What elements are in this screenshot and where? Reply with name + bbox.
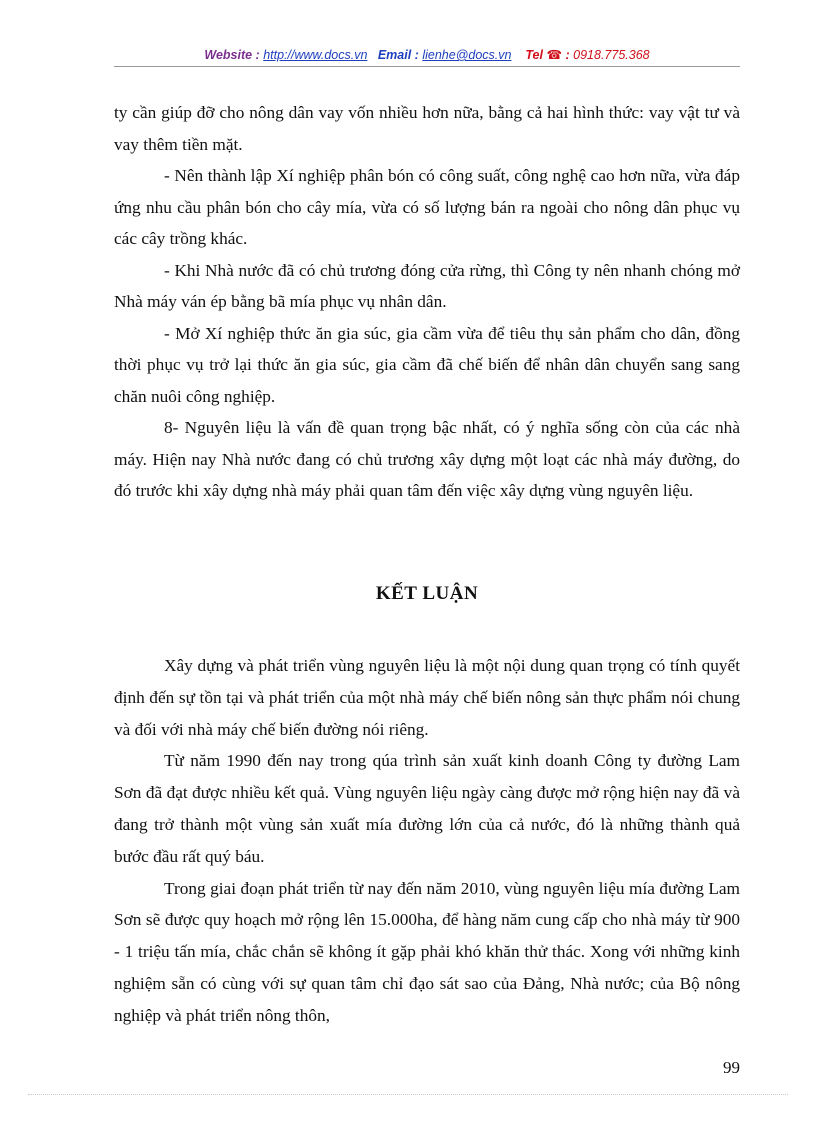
tel-label: Tel ☎ : [525,48,570,62]
paragraph: - Mở Xí nghiệp thức ăn gia súc, gia cầm vừa để tiêu thụ sản phẩm cho dân, đồng thời phục vụ trở lại thức ăn gia súc, gia cầm đã chế biến để nhân dân chuyển sang sang chăn nuôi công nghiệp. [114,323,740,406]
page-header [114,47,740,62]
website-label: Website : [204,48,260,62]
body-text-bottom [114,650,740,1032]
paragraph: Trong giai đoạn phát triển từ nay đến năm 2010, vùng nguyên liệu mía đường Lam Sơn sẽ được quy hoạch mở rộng lên 15.000ha, để hàng năm cung cấp cho nhà máy từ 900 - 1 triệu tấn mía, chắc chắn sẽ không ít gặp phải khó khăn thử thác. Xong với những kinh nghiệm sẵn có cùng với sự quan tâm chỉ đạo sát sao của Đảng, Nhà nước; của Bộ nông nghiệp và phát triển nông thôn, [114,878,740,1025]
email-separator: : [411,48,419,62]
paragraph: ty cần giúp đỡ cho nông dân vay vốn nhiều hơn nữa, bằng cả hai hình thức: vay vật tư và vay thêm tiền mặt. [114,103,740,154]
website-link[interactable]: http://www.docs.vn [263,48,368,62]
paragraph: Xây dựng và phát triển vùng nguyên liệu là một nội dung quan trọng có tính quyết định đến sự tồn tại và phát triển của một nhà máy chế biến nông sản thực phẩm nói chung và đối với nhà máy chế biến đường nói riêng. [114,656,740,739]
paragraph: Từ năm 1990 đến nay trong qúa trình sản xuất kinh doanh Công ty đường Lam Sơn đã đạt được nhiều kết quả. Vùng nguyên liệu ngày càng được mở rộng hiện nay đã và đang trở thành một vùng sản xuất mía đường lớn của cả nước, đó là những thành quả bước đầu rất quý báu. [114,751,740,866]
section-heading: KẾT LUẬN [375,583,479,604]
page-number: 99 [723,1058,740,1077]
footer-divider [28,1094,788,1095]
tel-number: 0918.775.368 [573,48,650,62]
body-text-top [114,97,740,507]
email-link[interactable]: lienhe@docs.vn [422,48,512,62]
email-label: Email [377,48,412,62]
paragraph: - Nên thành lập Xí nghiệp phân bón có công suất, công nghệ cao hơn nữa, vừa đáp ứng nhu cầu phân bón cho cây mía, vừa có số lượng bán ra ngoài cho nông dân phục vụ các cây trồng khác. [114,166,740,248]
paragraph: - Khi Nhà nước đã có chủ trương đóng cửa rừng, thì Công ty nên nhanh chóng mở Nhà máy ván ép bằng bã mía phục vụ nhân dân. [114,260,740,311]
header-divider [114,66,740,67]
paragraph: 8- Nguyên liệu là vấn đề quan trọng bậc nhất, có ý nghĩa sống còn của các nhà máy. Hiện nay Nhà nước đang có chủ trương xây dựng một loạt các nhà máy đường, do đó trước khi xây dựng nhà máy phải quan tâm đến việc xây dựng vùng nguyên liệu. [114,418,740,500]
